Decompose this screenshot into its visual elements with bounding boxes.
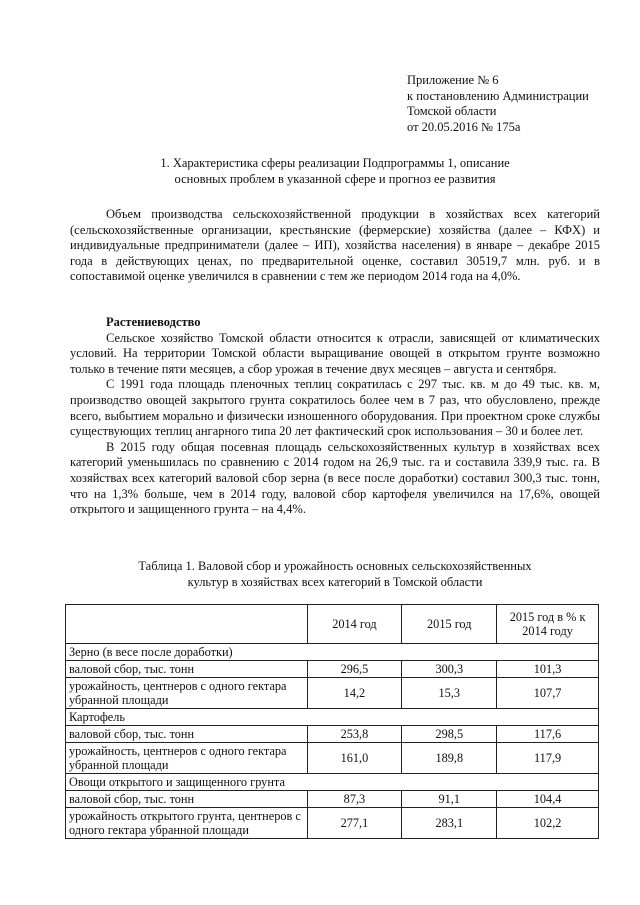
group-label-potato: Картофель <box>66 709 599 726</box>
table-row <box>66 743 599 774</box>
cell-2014: 14,2 <box>307 678 402 709</box>
cell-2015: 283,1 <box>402 808 497 839</box>
crop-paragraph-2: С 1991 года площадь пленочных теплиц сократилась с 297 тыс. кв. м до 49 тыс. кв. м, производство овощей закрытого грунта сократилось более чем в 7 раз, что обусловлено, прежде всего, выбытием морально и физически изношенного оборудования. При проектном сроке службы существующих теплиц ангарного типа 20 лет фактический срок использования – 30 и более лет. <box>70 377 600 439</box>
row-label: урожайность открытого грунта, центнеров с одного гектара убранной площади <box>66 808 308 839</box>
cell-percent: 107,7 <box>497 678 599 709</box>
table-header-cell <box>66 605 308 644</box>
cell-2014: 296,5 <box>307 661 402 678</box>
row-label: урожайность, центнеров с одного гектара убранной площади <box>66 678 308 709</box>
table-row <box>66 678 599 709</box>
cell-2015: 298,5 <box>402 726 497 743</box>
section-title <box>70 155 600 187</box>
table-row <box>66 661 599 678</box>
section-title-line-1: 1. Характеристика сферы реализации Подпрограммы 1, описание <box>160 156 510 170</box>
cell-percent: 117,9 <box>497 743 599 774</box>
table-caption-line-1: Таблица 1. Валовой сбор и урожайность основных сельскохозяйственных <box>138 559 532 573</box>
table-header-cell: 2015 год в % к 2014 году <box>497 605 599 644</box>
intro-paragraph: Объем производства сельскохозяйственной продукции в хозяйствах всех категорий (сельскохозяйственные организации, крестьянские (фермерские) хозяйства (далее – КФХ) и индивидуальные предприниматели (далее – ИП), хозяйства населения) в январе – декабре 2015 года в действующих ценах, по предварительной оценке, составил 30519,7 млн. руб. и в сопоставимой оценке увеличился в сравнении с тем же периодом 2014 года на 4,0%. <box>70 207 600 284</box>
cell-percent: 117,6 <box>497 726 599 743</box>
cell-percent: 102,2 <box>497 808 599 839</box>
table-row <box>66 726 599 743</box>
table-group-row <box>66 774 599 791</box>
table-row <box>66 791 599 808</box>
appendix-line-3: Томской области <box>407 104 497 118</box>
crop-paragraph-1: Сельское хозяйство Томской области относится к отрасли, зависящей от климатических условий. На территории Томской области выращивание овощей в открытом грунте возможно только в течение пяти месяцев, а сбор урожая в течение двух месяцев – августа и сентября. <box>70 330 600 376</box>
table-header-row <box>66 605 599 644</box>
table-group-row <box>66 709 599 726</box>
row-label: урожайность, центнеров с одного гектара убранной площади <box>66 743 308 774</box>
cell-2014: 253,8 <box>307 726 402 743</box>
cell-2015: 300,3 <box>402 661 497 678</box>
group-label-vegetables: Овощи открытого и защищенного грунта <box>66 774 599 791</box>
cell-2015: 189,8 <box>402 743 497 774</box>
harvest-table <box>65 604 599 839</box>
crop-heading: Растениеводство <box>106 315 201 329</box>
table-caption <box>70 558 600 590</box>
appendix-line-4: от 20.05.2016 № 175а <box>407 119 521 134</box>
row-label: валовой сбор, тыс. тонн <box>66 661 308 678</box>
table-row <box>66 808 599 839</box>
table-group-row <box>66 644 599 661</box>
crop-paragraph-3: В 2015 году общая посевная площадь сельскохозяйственных культур в хозяйствах всех категорий уменьшилась по сравнению с 2014 годом на 26,9 тыс. га и составила 339,9 тыс. га. В хозяйствах всех категорий валовой сбор зерна (в весе после доработки) составил 300,3 тыс. тонн, что на 1,3% больше, чем в 2014 году, валовой сбор картофеля увеличился на 17,6%, овощей открытого и защищенного грунта – на 4,4%. <box>70 439 600 517</box>
cell-2014: 87,3 <box>307 791 402 808</box>
appendix-line-1: Приложение № 6 <box>407 73 499 87</box>
appendix-reference <box>407 73 589 135</box>
appendix-line-2: к постановлению Администрации <box>407 88 589 103</box>
table-caption-line-2: культур в хозяйствах всех категорий в Томской области <box>187 575 483 589</box>
intro-block <box>70 207 600 285</box>
table-header-cell: 2015 год <box>402 605 497 644</box>
group-label-grain: Зерно (в весе после доработки) <box>66 644 599 661</box>
cell-percent: 104,4 <box>497 791 599 808</box>
row-label: валовой сбор, тыс. тонн <box>66 726 308 743</box>
row-label: валовой сбор, тыс. тонн <box>66 791 308 808</box>
table-header-cell: 2014 год <box>307 605 402 644</box>
crop-section <box>70 315 600 518</box>
cell-2015: 91,1 <box>402 791 497 808</box>
cell-2014: 161,0 <box>307 743 402 774</box>
cell-percent: 101,3 <box>497 661 599 678</box>
section-title-line-2: основных проблем в указанной сфере и прогноз ее развития <box>174 172 496 186</box>
cell-2014: 277,1 <box>307 808 402 839</box>
cell-2015: 15,3 <box>402 678 497 709</box>
